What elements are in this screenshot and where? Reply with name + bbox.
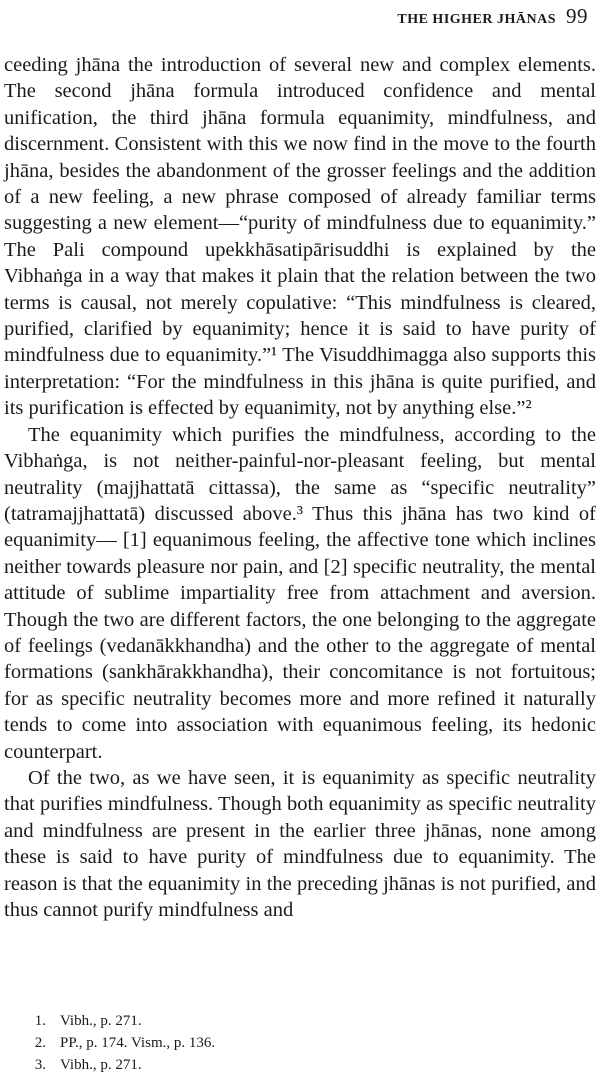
footnote-number: 1. — [34, 1013, 46, 1029]
footnote-2 — [32, 1032, 215, 1054]
footnotes — [32, 1010, 215, 1076]
chapter-title: THE HIGHER JHĀNAS — [397, 12, 556, 27]
body-text — [4, 52, 596, 923]
paragraph-3: Of the two, as we have seen, it is equanimity as specific neutrality that purifies mindfulness. Though both equanimity as specific neutrality and mindfulness are present in the earlier three jhānas, none among these is said to have purity of mindfulness due to equanimity. The reason is that the equanimity in the preceding jhānas is not purified, and thus cannot purify mindfulness and — [4, 766, 596, 921]
footnote-1 — [32, 1010, 215, 1032]
footnote-text: Vibh., p. 271. — [60, 1013, 142, 1029]
paragraph-1: ceeding jhāna the introduction of several new and complex elements. The second jhāna formula introduced confidence and mental unification, the third jhāna formula equanimity, mindfulness, and discernment. Consistent with this we now find in the move to the fourth jhāna, besides the abandonment of the grosser feelings and the addition of a new feeling, a new phrase composed of already familiar terms suggesting a new element—“purity of mindfulness due to equanimity.” The Pali compound upekkhāsatipārisuddhi is explained by the Vibhaṅga in a way that makes it plain that the relation between the two terms is causal, not merely copulative: “This mindfulness is cleared, purified, clarified by equanimity; hence it is said to have purity of mindfulness due to equanimity.”¹ The Visuddhimagga also supports this interpretation: “For the mindfulness in this jhāna is quite purified, and its purification is effected by equanimity, not by anything else.”² — [4, 54, 596, 420]
footnote-number: 3. — [34, 1057, 46, 1073]
footnote-3 — [32, 1054, 215, 1076]
paragraph-2: The equanimity which purifies the mindfulness, according to the Vibhaṅga, is not neither-painful-nor-pleasant feeling, but mental neutrality (majjhattatā cittassa), the same as “specific neutrality” (tatramajjhattatā) discussed above.³ Thus this jhāna has two kind of equanimity— [1] equanimous feeling, the affective tone which inclines neither towards pleasure nor pain, and [2] specific neutrality, the mental attitude of sublime impartiality free from attachment and aversion. Though the two are different factors, the one belonging to the aggregate of feelings (vedanākkhandha) and the other to the aggregate of mental formations (sankhārakkhandha), their concomitance is not fortuitous; for as specific neutrality becomes more and more refined it naturally tends to come into association with equanimous feeling, its hedonic counterpart. — [4, 423, 596, 763]
running-head — [397, 4, 588, 29]
footnote-number: 2. — [34, 1035, 46, 1051]
footnote-text: Vibh., p. 271. — [60, 1057, 142, 1073]
footnote-text: PP., p. 174. Vism., p. 136. — [60, 1035, 216, 1051]
page-number: 99 — [566, 4, 588, 28]
